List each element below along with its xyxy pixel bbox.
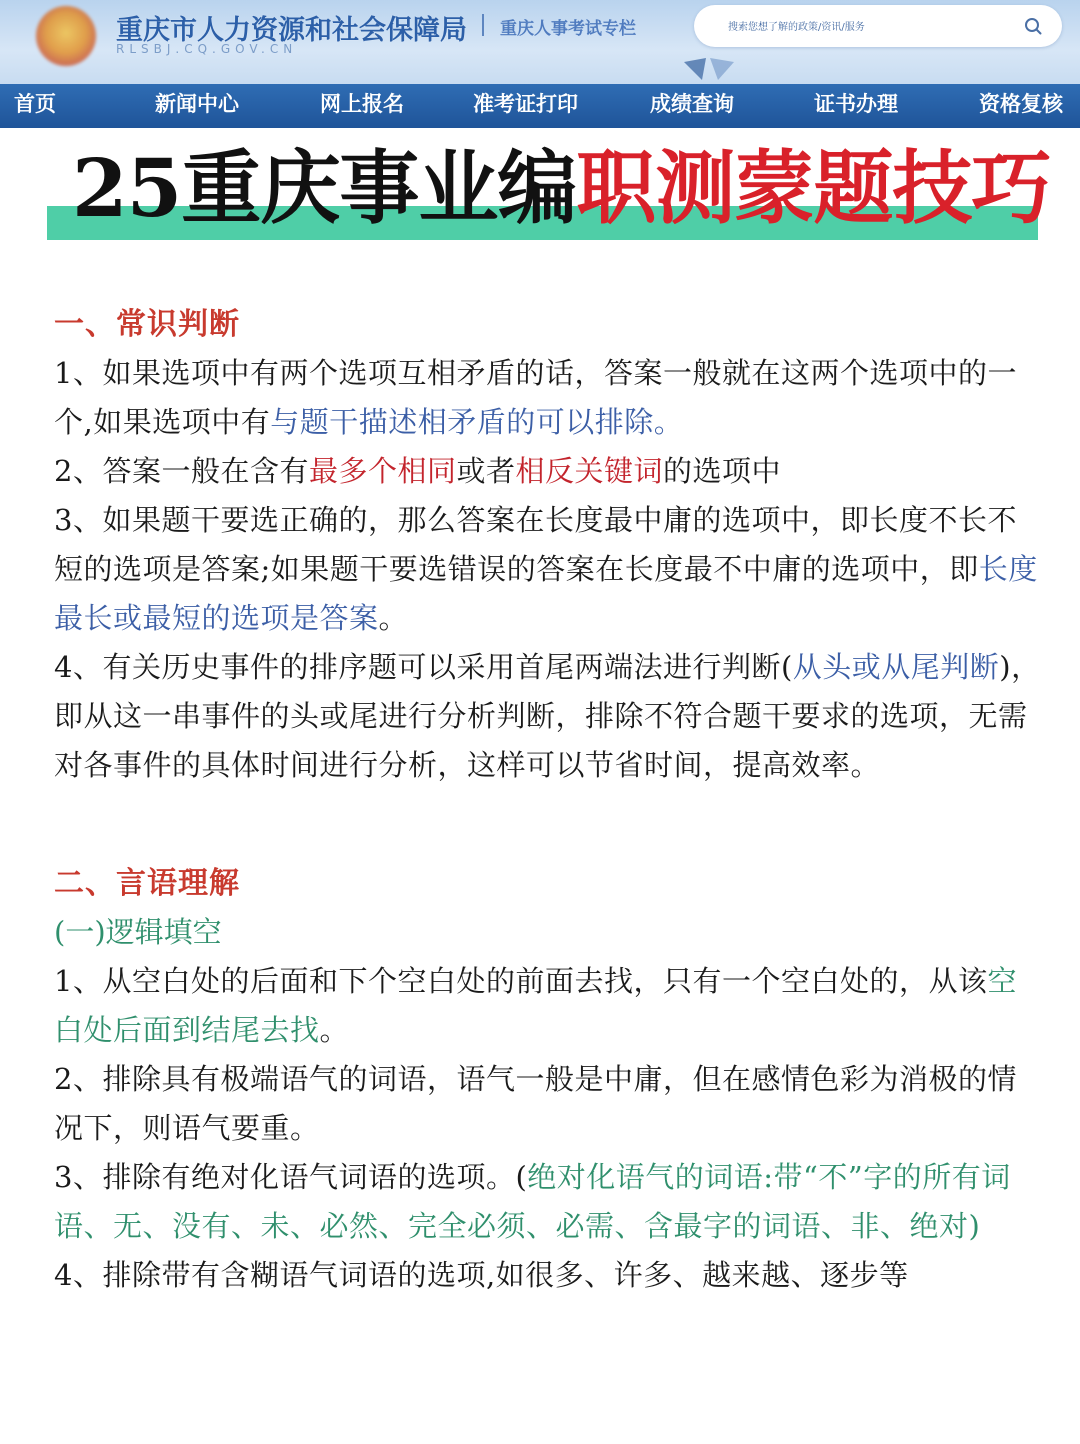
paragraph: 4、排除带有含糊语气词语的选项,如很多、许多、越来越、逐步等 bbox=[54, 1258, 909, 1292]
text-run: )，即从这一串事件的头或尾进行分析判断，排除不符合题干要求的选项，无需对各事件的具体时间进行分析，这样可以节省时间，提高效率。 bbox=[54, 650, 1041, 782]
paragraph: 2、排除具有极端语气的词语，语气一般是中庸，但在感情色彩为消极的情况下，则语气要重。 bbox=[54, 1062, 1017, 1145]
nav-item-admission-ticket[interactable]: 准考证打印 bbox=[473, 92, 578, 116]
text-run: 1、如果选项中有两个选项互相矛盾的话，答案一般就在这两个选项中的一个,如果选项中有 bbox=[54, 356, 1017, 439]
title-divider bbox=[482, 14, 484, 36]
site-domain: RLSBJ.CQ.GOV.CN bbox=[116, 42, 298, 56]
text-run: 。 bbox=[319, 1013, 350, 1047]
text-run: 。 bbox=[378, 601, 409, 635]
spacer bbox=[54, 839, 1044, 859]
nav-item-news[interactable]: 新闻中心 bbox=[155, 92, 239, 116]
highlight-text: 长度最长或最短的选项是答案 bbox=[54, 552, 1038, 635]
decorative-arrow-icon bbox=[684, 56, 734, 82]
paragraph bbox=[54, 643, 1044, 790]
text-run: 的选项中 bbox=[663, 454, 782, 488]
highlight-text: 绝对化语气的词语:带“不”字的所有词语、无、没有、未、必然、完全必须、必需、含最字的词语、非、绝对) bbox=[54, 1160, 1011, 1243]
subsection-heading: (一)逻辑填空 bbox=[54, 915, 222, 949]
site-subtitle[interactable]: 重庆人事考试专栏 bbox=[500, 19, 636, 39]
highlight-text: 与题干描述相矛盾的可以排除。 bbox=[270, 405, 684, 439]
highlight-text: 相反关键词 bbox=[515, 454, 663, 488]
section-heading-common-sense: 一、常识判断 bbox=[54, 307, 240, 342]
text-run: 3、排除有绝对化语气词语的选项。( bbox=[54, 1160, 528, 1194]
emblem-logo bbox=[36, 6, 96, 66]
site-title[interactable]: 重庆市人力资源和社会保障局 bbox=[116, 15, 467, 46]
nav-item-certificate[interactable]: 证书办理 bbox=[814, 92, 898, 116]
highlight-text: 从头或从尾判断 bbox=[792, 650, 1000, 684]
highlight-text: 空白处后面到结尾去找 bbox=[54, 964, 1017, 1047]
nav-item-signup[interactable]: 网上报名 bbox=[320, 92, 404, 116]
banner-title-part1: 25重庆事业编 bbox=[72, 141, 577, 235]
highlight-text: 最多个相同 bbox=[308, 454, 457, 488]
article-body bbox=[54, 300, 1044, 1300]
banner-title-part2: 职测蒙题技巧 bbox=[576, 141, 1051, 235]
paragraph bbox=[54, 349, 1044, 447]
banner-title bbox=[72, 140, 1050, 236]
search-box[interactable] bbox=[694, 5, 1062, 47]
nav-item-score-query[interactable]: 成绩查询 bbox=[650, 92, 734, 116]
search-input[interactable]: 搜索您想了解的政策/资讯/服务 bbox=[728, 22, 865, 33]
nav-item-home[interactable]: 首页 bbox=[14, 92, 56, 116]
text-run: 3、如果题干要选正确的，那么答案在长度最中庸的选项中，即长度不长不短的选项是答案;如果题干要选错误的答案在长度最不中庸的选项中，即 bbox=[54, 503, 1017, 586]
site-header bbox=[0, 0, 1080, 84]
paragraph bbox=[54, 1153, 1044, 1251]
text-run: 或者 bbox=[456, 454, 516, 488]
nav-item-review[interactable]: 资格复核 bbox=[979, 92, 1063, 116]
text-run: 4、有关历史事件的排序题可以采用首尾两端法进行判断( bbox=[54, 650, 793, 684]
text-run: 1、从空白处的后面和下个空白处的前面去找，只有一个空白处的，从该 bbox=[54, 964, 988, 998]
main-nav bbox=[0, 84, 1080, 128]
text-run: 2、答案一般在含有 bbox=[54, 454, 309, 488]
search-icon[interactable] bbox=[1024, 17, 1042, 35]
paragraph bbox=[54, 957, 1044, 1055]
spacer bbox=[54, 790, 1044, 839]
paragraph bbox=[54, 447, 1044, 496]
section-heading-verbal: 二、言语理解 bbox=[54, 866, 240, 901]
paragraph bbox=[54, 496, 1044, 643]
